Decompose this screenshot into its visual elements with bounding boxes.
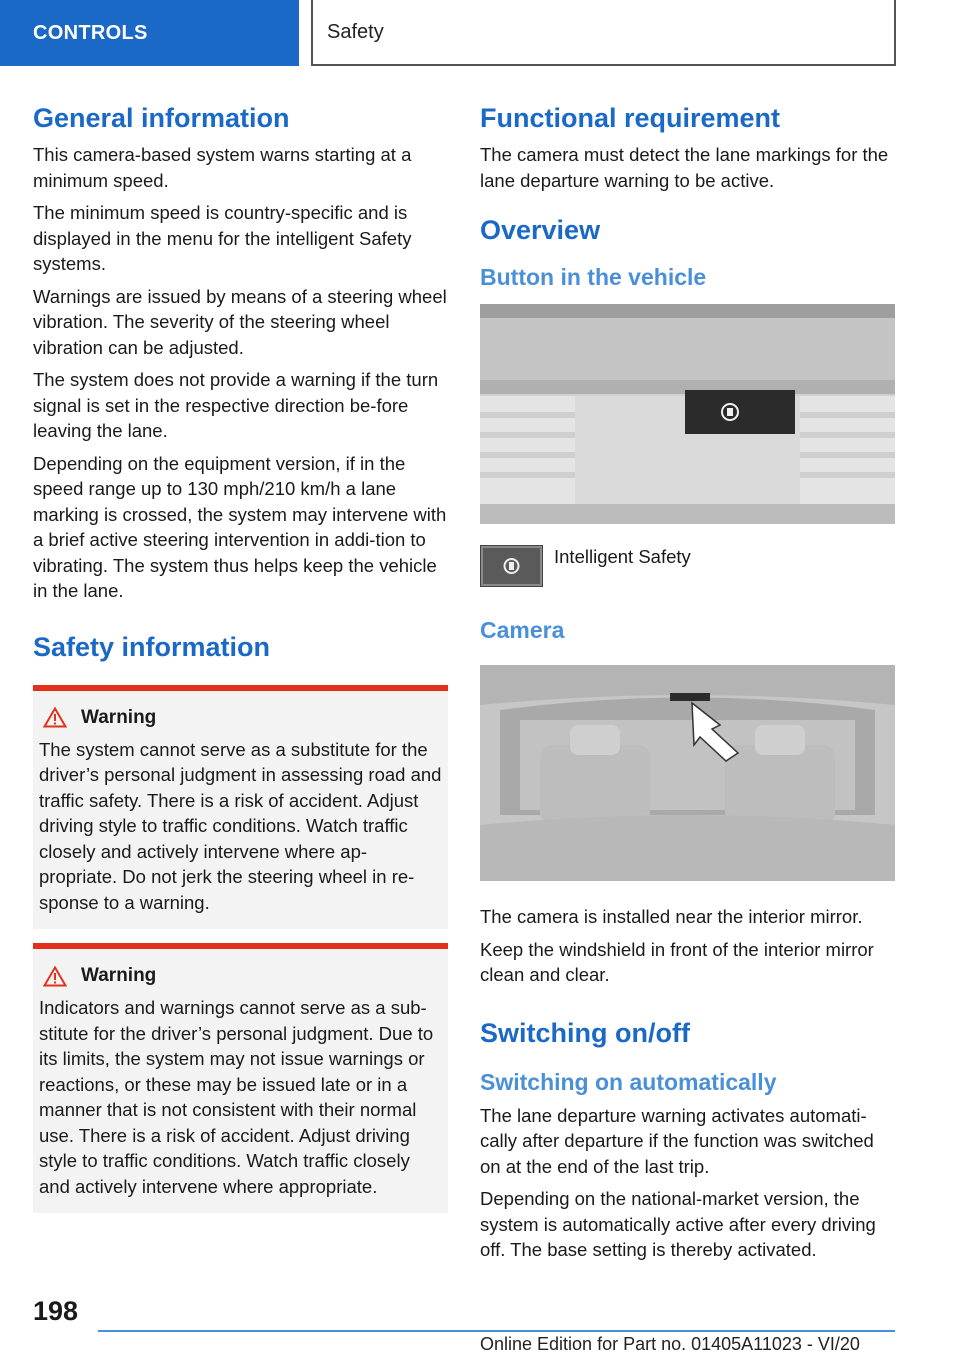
page-number: 198 — [33, 1296, 79, 1326]
paragraph: Depending on the equipment version, if in the speed range up to 130 mph/210 km/h a lane marking is crossed, the system may intervene with a brief active steering intervention in addi-tion to vibrating. The system thus helps keep the vehicle in the lane. — [33, 452, 447, 601]
switching-heading: Switching on/off — [480, 1017, 690, 1048]
overview-heading: Overview — [480, 215, 601, 245]
switching-on-auto-heading: Switching on automatically — [480, 1068, 777, 1095]
button-label: Intelligent Safety — [554, 546, 691, 567]
section-label: CONTROLS — [33, 21, 148, 44]
camera-heading: Camera — [480, 617, 565, 643]
camera-location-image — [480, 665, 895, 886]
topic-header — [311, 0, 896, 66]
warning-text: Indicators and warnings cannot serve as a sub-stitute for the driver’s personal judgment. Due to its limits, the system may not issue warnings or reactions, or these may be issued late or in a manner that is not consistent with their normal use. There is a risk of accident. Adjust driving style to traffic conditions. Watch traffic closely and actively intervene where appropriate. — [39, 997, 434, 1197]
general-info-heading: General information — [33, 103, 290, 133]
intelligent-safety-button-icon — [480, 545, 543, 587]
paragraph: This camera-based system warns starting at a minimum speed. — [33, 144, 412, 191]
section-tab — [0, 0, 299, 66]
paragraph: Keep the windshield in front of the interior mirror clean and clear. — [480, 938, 874, 985]
warning-title: Warning — [81, 965, 157, 986]
footer-divider — [98, 1330, 895, 1332]
paragraph: The camera is installed near the interior mirror. — [480, 906, 863, 927]
edition-note: Online Edition for Part no. 01405A11023 - VI/20 — [480, 1334, 860, 1354]
paragraph: Depending on the national-market version, the system is automatically active after every driving off. The base setting is thereby activated. — [480, 1188, 876, 1260]
left-column — [33, 100, 447, 1213]
paragraph: The camera must detect the lane markings for the lane departure warning to be active. — [480, 144, 889, 191]
paragraph: The system does not provide a warning if the turn signal is set in the respective direction be-fore leaving the lane. — [33, 369, 439, 441]
safety-info-heading: Safety information — [33, 631, 271, 662]
warning-text: The system cannot serve as a substitute for the driver’s personal judgment in assessing road and traffic safety. There is a risk of accident. Adjust driving style to traffic conditions. Watch traffic closely and actively intervene where ap-propriate. Do not jerk the steering wheel in re-sponse to a warning. — [39, 738, 442, 913]
paragraph: The minimum speed is country-specific and is displayed in the menu for the intelligent Safety systems. — [33, 202, 412, 274]
warning-box — [33, 685, 448, 930]
topic-label: Safety — [327, 20, 384, 43]
paragraph: Warnings are issued by means of a steering wheel vibration. The severity of the steering wheel vibration can be adjusted. — [33, 285, 447, 358]
paragraph: The lane departure warning activates automati-cally after departure if the function was switched on at the end of the last trip. — [480, 1104, 874, 1177]
dashboard-button-image — [480, 304, 895, 529]
functional-requirement-heading: Functional requirement — [480, 103, 781, 133]
warning-triangle-icon — [43, 966, 67, 987]
warning-box — [33, 943, 448, 1213]
car-interior-illustration — [480, 665, 895, 881]
warning-title: Warning — [81, 706, 157, 728]
warning-triangle-icon — [43, 707, 67, 728]
dashboard-illustration — [480, 304, 895, 524]
button-in-vehicle-heading: Button in the vehicle — [480, 264, 707, 290]
right-column — [480, 100, 895, 1270]
button-legend — [480, 545, 895, 587]
